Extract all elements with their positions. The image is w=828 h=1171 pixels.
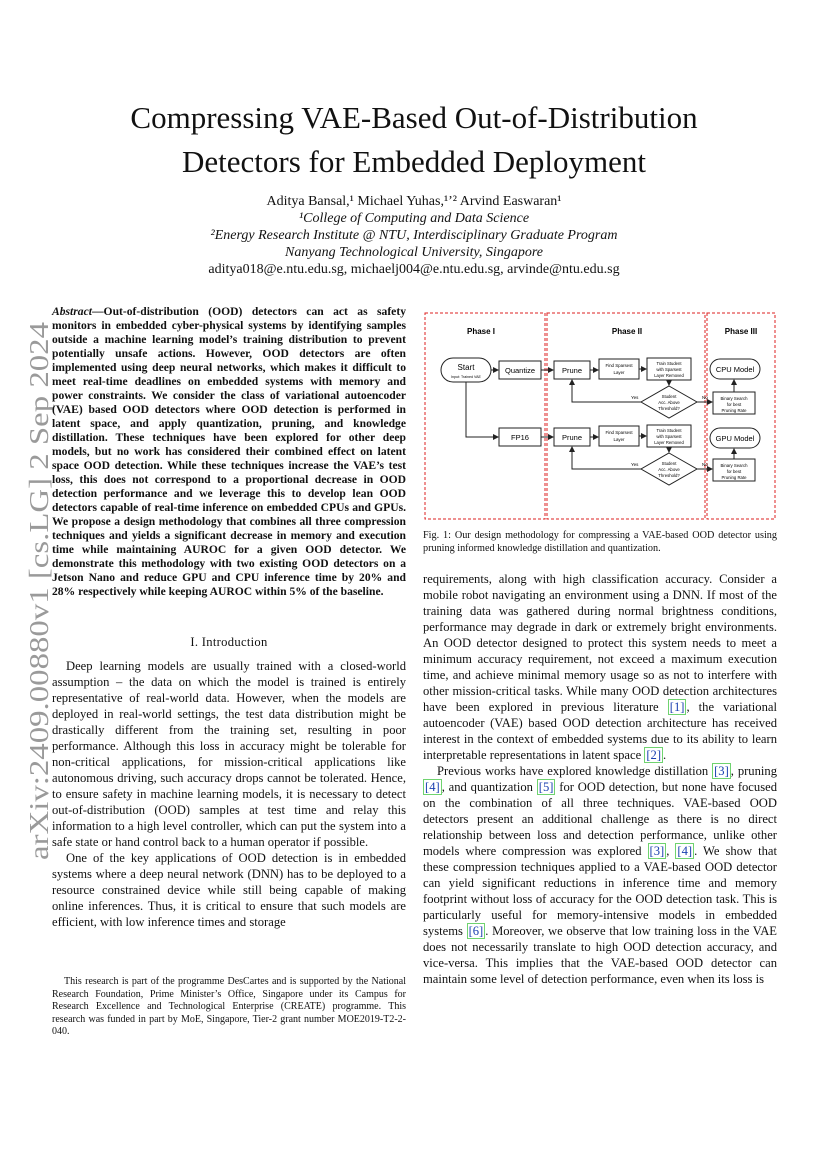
prune-label-bottom: Prune bbox=[561, 433, 583, 442]
decision-top-l2: Acc. Above bbox=[658, 400, 680, 405]
right-p2-b: , pruning bbox=[730, 764, 777, 778]
find-sparsest-bottom bbox=[599, 426, 639, 446]
train-student-bottom-l1: Train Student bbox=[656, 428, 682, 433]
title-line-2: Detectors for Embedded Deployment bbox=[182, 144, 646, 179]
gpu-model-label: GPU Model bbox=[715, 434, 755, 443]
intro-paragraph-2: One of the key applications of OOD detection is in embedded systems where a deep neural network (DNN) has to be deployed to a resource constrained device while still being capable of making online inferences. Thus, it is critical to ensure that such models are efficient, with low inference times and storage bbox=[52, 851, 406, 929]
right-p2-a: Previous works have explored knowledge distillation bbox=[437, 764, 709, 778]
yes-label-bottom: Yes bbox=[631, 462, 639, 467]
citation-link[interactable]: [2] bbox=[646, 748, 662, 762]
find-sparsest-top bbox=[599, 359, 639, 379]
find-sparsest-top-l2: Layer bbox=[613, 370, 625, 375]
no-label-bottom: No bbox=[702, 462, 708, 467]
arxiv-id: arXiv:2409.00880v1 [cs.LG] 2 Sep 2024 bbox=[24, 417, 54, 860]
affiliation-3: Nanyang Technological University, Singapore bbox=[285, 245, 543, 260]
decision-bottom-l3: Threshold? bbox=[658, 473, 680, 478]
citation-link[interactable]: [5] bbox=[538, 780, 554, 794]
binary-search-top-l2: for best bbox=[726, 402, 742, 407]
right-p2-c: , and quantization bbox=[441, 780, 533, 794]
phase-1-box bbox=[425, 313, 545, 519]
phase-3-label: Phase III bbox=[724, 327, 758, 336]
prune-label-top: Prune bbox=[561, 366, 583, 375]
abstract-text: —Out-of-distribution (OOD) detectors can act as safety monitors in embedded cyber-physical systems by identifying samples outside a machine learning model’s training distribution to prevent potentially unsafe actions. However, OOD detectors are often implemented using deep neural networks, which makes it difficult to meet real-time deadlines on embedded systems with memory and power constraints. We consider the class of variational autoencoder (VAE) based OOD detectors where OOD detection is performed in latent space, and apply quantization, pruning, and knowledge distillation. These techniques have been explored for other deep models, but no work has considered their combined effect on latent space OOD detection. While these techniques increase the VAE’s test loss, this does not correspond to a proportional decrease in OOD detection performance and we leverage this to develop lean OOD detectors capable of real-time inference on embedded CPUs and GPUs. We propose a design methodology that combines all three compression techniques and yields a significant decrease in memory and execution time while maintaining AUROC for a given OOD detector. We demonstrate this methodology with two existing OOD detectors on a Jetson Nano and reduce GPU and CPU inference time by 20% and 28% respectively while keeping AUROC within 5% of the baseline. bbox=[52, 305, 406, 598]
train-student-top-l3: Layer Removed bbox=[654, 373, 684, 378]
right-paragraph-1 bbox=[423, 571, 777, 763]
phase-2-box bbox=[547, 313, 705, 519]
affiliation-2: ²Energy Research Institute @ NTU, Interdisciplinary Graduate Program bbox=[210, 228, 618, 243]
right-paragraph-2 bbox=[423, 763, 777, 987]
right-p1-c: . bbox=[663, 748, 667, 762]
right-p2-e: , bbox=[666, 844, 676, 858]
start-label: Start bbox=[457, 363, 475, 372]
figure-1-caption: Fig. 1: Our design methodology for compressing a VAE-based OOD detector using pruning informed knowledge distillation and quantization. bbox=[423, 530, 777, 554]
binary-search-bottom-l1: Binary Search bbox=[720, 463, 748, 468]
right-p1-a: requirements, along with high classification accuracy. Consider a mobile robot navigating an environment using a DNN. If most of the training data was gathered during normal brightness conditions, performance may degrade in dark or extremely bright environments. An OOD detector designed to protect this system needs to meet a minimum accuracy requirement, not exceed a maximum execution time, and achieve minimal memory usage so as not to interfere with other mission-critical tasks. While many OOD detection architectures have been explored in previous literature bbox=[423, 572, 777, 714]
paper-title bbox=[60, 96, 768, 184]
affiliation-1: ¹College of Computing and Data Science bbox=[298, 211, 530, 226]
right-p2-f: . We show that these compression techniques applied to a VAE-based OOD detector can yield significant reductions in inference time and memory footprint without loss of accuracy for the OOD detection task. This is particularly useful for memory-intensive models in embedded systems bbox=[423, 844, 778, 938]
cpu-model-label: CPU Model bbox=[715, 365, 755, 374]
citation-link[interactable]: [4] bbox=[677, 844, 693, 858]
decision-bottom-l1: Student bbox=[661, 461, 677, 466]
binary-search-top-l3: Pruning Rate bbox=[721, 408, 747, 413]
funding-footnote: This research is part of the programme DesCartes and is supported by the National Research Foundation, Prime Minister’s Office, Singapore under its Campus for Research Excellence and Technological Enterprise (CREATE) programme. This research was funded in part by MoE, Singapore, Tier-2 grant number MOE2019-T2-2-040. bbox=[52, 976, 406, 1038]
author-emails: aditya018@e.ntu.edu.sg, michaelj004@e.ntu.edu.sg, arvinde@ntu.edu.sg bbox=[208, 262, 620, 277]
phase-1-label: Phase I bbox=[466, 327, 496, 336]
decision-top-l1: Student bbox=[661, 394, 677, 399]
find-sparsest-top-l1: Find Sparsest bbox=[605, 363, 633, 368]
title-line-1: Compressing VAE-Based Out-of-Distribution bbox=[130, 100, 698, 135]
train-student-top-l1: Train Student bbox=[656, 361, 682, 366]
author-names: Aditya Bansal,¹ Michael Yuhas,¹ʼ² Arvind Easwaran¹ bbox=[266, 194, 562, 209]
decision-top-l3: Threshold? bbox=[658, 406, 680, 411]
binary-search-top-l1: Binary Search bbox=[720, 396, 748, 401]
binary-search-bottom-l2: for best bbox=[726, 469, 742, 474]
fp16-label: FP16 bbox=[511, 433, 529, 442]
abstract-label: Abstract bbox=[52, 305, 92, 318]
train-student-top-l2: with Sparsest bbox=[656, 367, 682, 372]
introduction-body bbox=[52, 658, 406, 930]
no-label-top: No bbox=[702, 395, 708, 400]
citation-link[interactable]: [3] bbox=[649, 844, 665, 858]
abstract bbox=[52, 305, 406, 599]
yes-label-top: Yes bbox=[631, 395, 639, 400]
find-sparsest-bottom-l2: Layer bbox=[613, 437, 625, 442]
citation-link[interactable]: [4] bbox=[425, 780, 440, 794]
citation-link[interactable]: [3] bbox=[714, 764, 729, 778]
citation-link[interactable]: [1] bbox=[669, 700, 685, 714]
phase-2-label: Phase II bbox=[611, 327, 643, 336]
right-p2-g: . Moreover, we observe that low training loss in the VAE does not necessarily translate to high OOD detection accuracy, and vice-versa. This implies that the VAE-based OOD detector can maintain some level of detection performance, even when its loss is bbox=[423, 924, 777, 986]
right-p1-b: , the variational autoencoder (VAE) based OOD detection architecture has received interest in the context of embedded systems due to its ability to learn interpretable representations in latent space bbox=[423, 700, 777, 762]
train-student-bottom-l2: with Sparsest bbox=[656, 434, 682, 439]
intro-paragraph-1: Deep learning models are usually trained with a closed-world assumption – the data on which the model is trained is entirely representative of real-world data. However, when the models are deployed in real-world settings, the test data distribution might be drastically different from the training set, resulting in poor performance. Although this loss in accuracy might be tolerable for non-critical applications, for mission-critical applications like autonomous driving, such accuracy drops cannot be tolerated. Hence, to ensure safety in machine learning models, it is necessary to detect out-of-distribution (OOD) samples at test time and relay this information to a high level controller, which can put the system into a safe state or hand control back to a human operator if possible. bbox=[52, 659, 406, 849]
right-column-body bbox=[423, 571, 777, 987]
section-heading: I. Introduction bbox=[190, 635, 268, 649]
decision-bottom-l2: Acc. Above bbox=[658, 467, 680, 472]
binary-search-bottom-l3: Pruning Rate bbox=[721, 475, 747, 480]
author-block bbox=[60, 193, 768, 278]
citation-link[interactable]: [6] bbox=[468, 924, 484, 938]
find-sparsest-bottom-l1: Find Sparsest bbox=[605, 430, 633, 435]
quantize-label: Quantize bbox=[504, 366, 536, 375]
footnote bbox=[52, 976, 406, 1039]
right-p2-d: for OOD detection, but none have focused on the combination of all three techniques. VAE-based OOD detectors present an additional challenge as there is no direct relationship between loss and detection performance, unlike other models where compression was explored bbox=[423, 780, 777, 858]
figure-1-flowchart bbox=[423, 311, 777, 521]
train-student-bottom-l3: Layer Removed bbox=[654, 440, 684, 445]
start-sublabel: Input: Trained VAE bbox=[451, 375, 481, 379]
phase-3-box bbox=[707, 313, 775, 519]
